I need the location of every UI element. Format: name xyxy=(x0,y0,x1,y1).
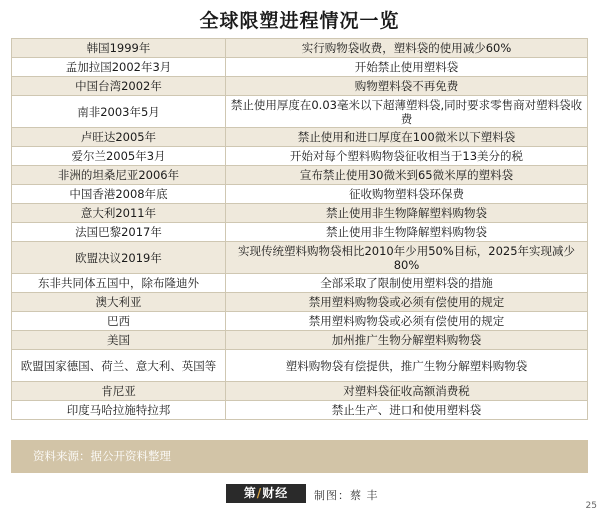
region-cell: 中国台湾2002年 xyxy=(12,77,226,96)
region-cell: 韩国1999年 xyxy=(12,39,226,58)
chart-maker-credit: 制图：蔡 丰 xyxy=(314,489,379,502)
region-cell: 欧盟国家德国、荷兰、意大利、英国等 xyxy=(12,350,226,382)
brand-logo xyxy=(226,484,306,503)
policy-cell: 禁止生产、进口和使用塑料袋 xyxy=(226,401,588,420)
table-row xyxy=(12,77,588,96)
policy-cell: 禁用塑料购物袋或必须有偿使用的规定 xyxy=(226,312,588,331)
region-cell: 非洲的坦桑尼亚2006年 xyxy=(12,166,226,185)
policy-cell: 禁用塑料购物袋或必须有偿使用的规定 xyxy=(226,293,588,312)
policy-cell: 禁止使用非生物降解塑料购物袋 xyxy=(226,223,588,242)
table-row xyxy=(12,147,588,166)
table-row xyxy=(12,128,588,147)
table-row xyxy=(12,58,588,77)
region-cell: 巴西 xyxy=(12,312,226,331)
table-row xyxy=(12,331,588,350)
table-row xyxy=(12,185,588,204)
policy-cell: 实行购物袋收费，塑料袋的使用减少60% xyxy=(226,39,588,58)
source-footer: 资料来源：据公开资料整理 xyxy=(11,440,588,473)
region-cell: 南非2003年5月 xyxy=(12,96,226,128)
region-cell: 印度马哈拉施特拉邦 xyxy=(12,401,226,420)
table-row xyxy=(12,242,588,274)
policy-cell: 塑料购物袋有偿提供，推广生物分解塑料购物袋 xyxy=(226,350,588,382)
region-cell: 中国香港2008年底 xyxy=(12,185,226,204)
table-row xyxy=(12,274,588,293)
policy-cell: 购物塑料袋不再免费 xyxy=(226,77,588,96)
table-body xyxy=(12,39,588,420)
policy-cell: 禁止使用和进口厚度在100微米以下塑料袋 xyxy=(226,128,588,147)
policy-cell: 宣布禁止使用30微米到65微米厚的塑料袋 xyxy=(226,166,588,185)
region-cell: 法国巴黎2017年 xyxy=(12,223,226,242)
table-row xyxy=(12,204,588,223)
region-cell: 孟加拉国2002年3月 xyxy=(12,58,226,77)
region-cell: 东非共同体五国中，除布隆迪外 xyxy=(12,274,226,293)
table-row xyxy=(12,96,588,128)
policy-cell: 开始禁止使用塑料袋 xyxy=(226,58,588,77)
policy-cell: 实现传统塑料购物袋相比2010年少用50%目标，2025年实现减少80% xyxy=(226,242,588,274)
page-title: 全球限塑进程情况一览 xyxy=(199,10,400,32)
table-row xyxy=(12,39,588,58)
policy-cell: 禁止使用非生物降解塑料购物袋 xyxy=(226,204,588,223)
table-row xyxy=(12,293,588,312)
region-cell: 欧盟决议2019年 xyxy=(12,242,226,274)
policy-cell: 全部采取了限制使用塑料袋的措施 xyxy=(226,274,588,293)
policy-cell: 对塑料袋征收高额消费税 xyxy=(226,382,588,401)
logo-text-1: 第 xyxy=(243,486,257,500)
region-cell: 卢旺达2005年 xyxy=(12,128,226,147)
policy-cell: 征收购物塑料袋环保费 xyxy=(226,185,588,204)
table-row xyxy=(12,382,588,401)
policy-cell: 禁止使用厚度在0.03毫米以下超薄塑料袋,同时要求零售商对塑料袋收费 xyxy=(226,96,588,128)
region-cell: 美国 xyxy=(12,331,226,350)
table-row xyxy=(12,312,588,331)
region-cell: 爱尔兰2005年3月 xyxy=(12,147,226,166)
region-cell: 肯尼亚 xyxy=(12,382,226,401)
policy-cell: 开始对每个塑料购物袋征收相当于13美分的税 xyxy=(226,147,588,166)
logo-text-2: 财经 xyxy=(262,486,289,500)
logo-slash: / xyxy=(256,486,263,500)
table-row xyxy=(12,350,588,382)
policy-cell: 加州推广生物分解塑料购物袋 xyxy=(226,331,588,350)
corner-mark: 25 xyxy=(585,501,597,511)
table-row xyxy=(12,166,588,185)
policy-table xyxy=(11,38,588,420)
region-cell: 澳大利亚 xyxy=(12,293,226,312)
table-row xyxy=(12,223,588,242)
region-cell: 意大利2011年 xyxy=(12,204,226,223)
table-row xyxy=(12,401,588,420)
